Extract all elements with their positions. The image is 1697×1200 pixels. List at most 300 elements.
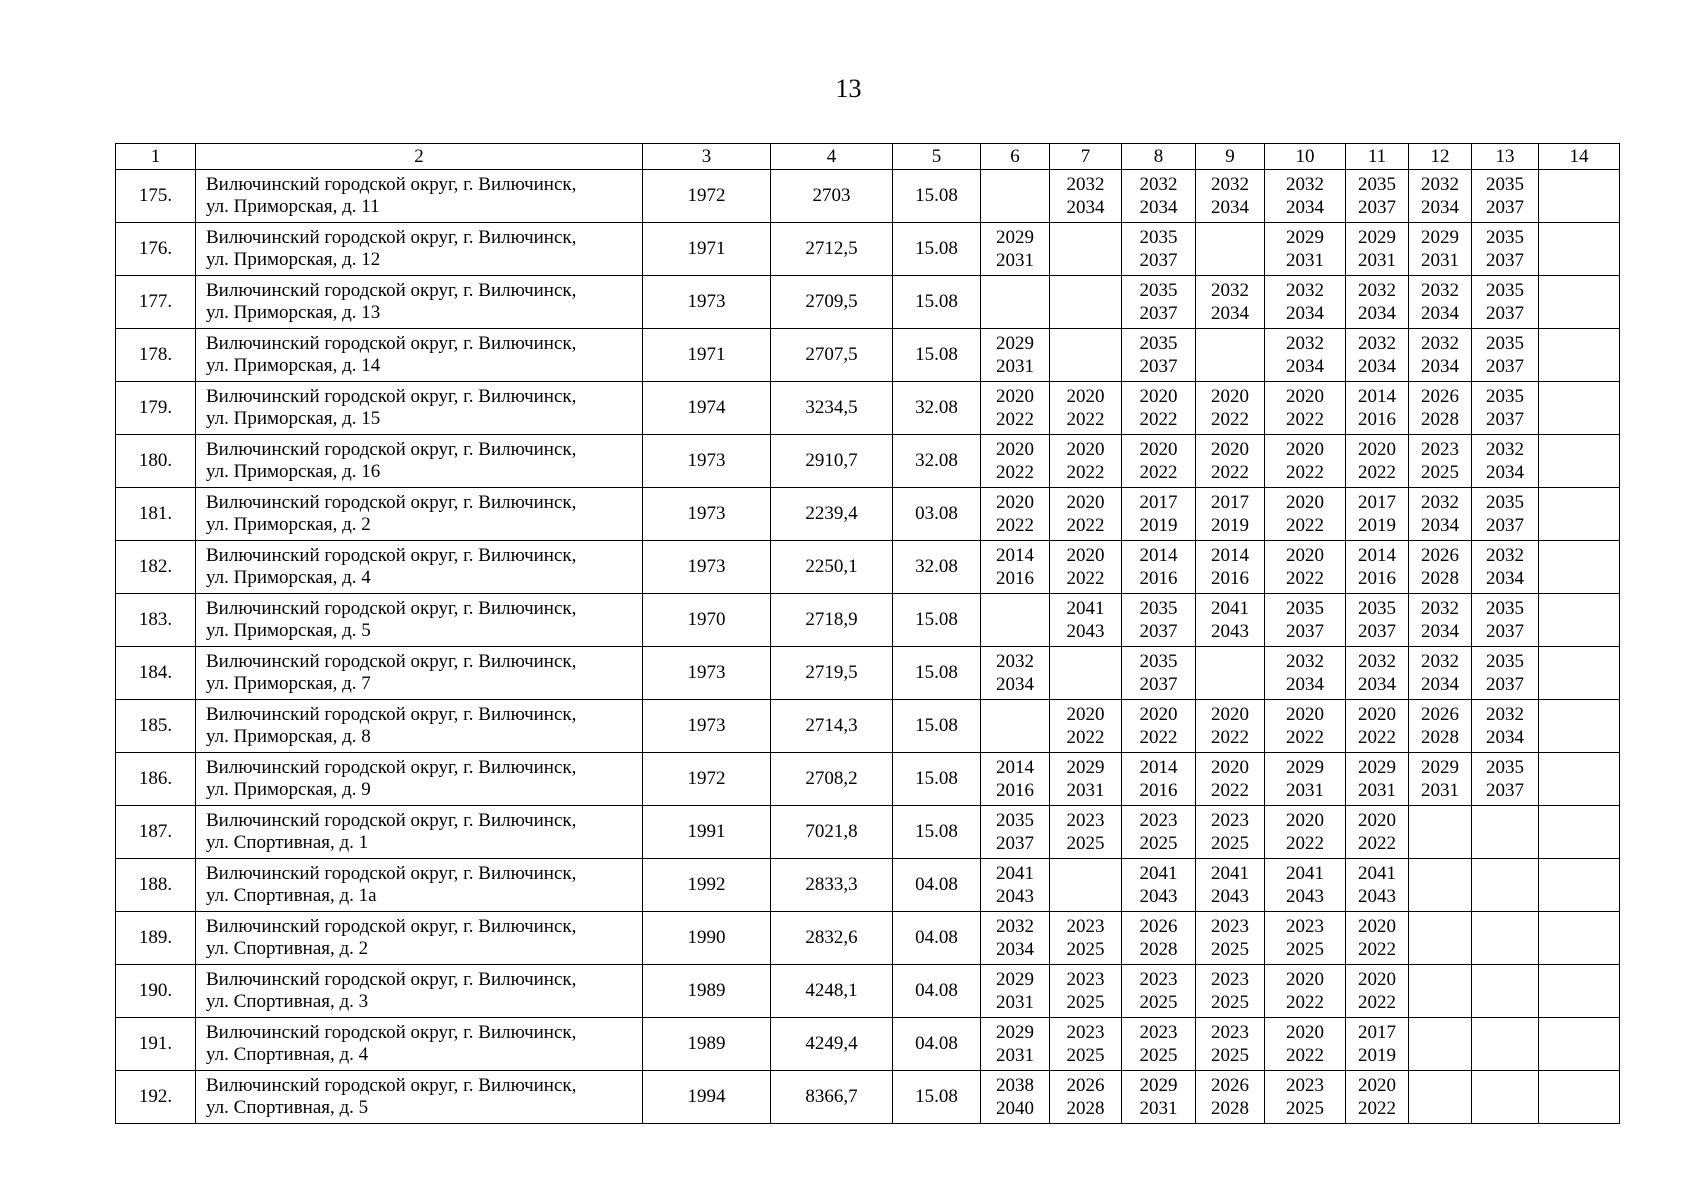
period-cell-13 (1472, 382, 1539, 435)
area-value: 2910,7 (771, 435, 893, 488)
period-start: 2032 (1211, 174, 1249, 195)
period-cell-6 (981, 753, 1050, 806)
page-number: 13 (835, 74, 862, 103)
year-built: 1972 (643, 170, 771, 223)
code-value: 32.08 (893, 435, 981, 488)
period-end: 2016 (1358, 568, 1396, 589)
year-built: 1971 (643, 223, 771, 276)
period-start: 2020 (1286, 545, 1324, 566)
period-cell-9 (1196, 276, 1265, 329)
address-line-1: Вилючинский городской округ, г. Вилючинск, (206, 863, 577, 884)
period-end: 2016 (1211, 568, 1249, 589)
period-end: 2019 (1211, 515, 1249, 536)
row-number: 188. (116, 859, 196, 912)
table-row (116, 753, 1620, 806)
period-end: 2043 (1286, 886, 1324, 907)
period-start: 2029 (1286, 757, 1324, 778)
table-row (116, 806, 1620, 859)
period-start: 2020 (1139, 386, 1178, 407)
period-cell-8 (1122, 859, 1196, 912)
period-start: 2020 (1358, 969, 1396, 990)
period-start: 2035 (1486, 598, 1524, 619)
row-number: 184. (116, 647, 196, 700)
table-row (116, 170, 1620, 223)
row-number: 185. (116, 700, 196, 753)
period-end: 2037 (1358, 197, 1396, 218)
period-cell-11 (1346, 594, 1409, 647)
period-cell-8 (1122, 700, 1196, 753)
code-value: 15.08 (893, 753, 981, 806)
period-start: 2020 (996, 492, 1034, 513)
period-cell-12 (1409, 647, 1472, 700)
period-start: 2029 (1286, 227, 1324, 248)
period-end: 2025 (1066, 992, 1105, 1013)
period-end: 2022 (1286, 1045, 1324, 1066)
period-cell-10 (1265, 382, 1346, 435)
period-end: 2025 (1139, 833, 1178, 854)
period-cell-11 (1346, 965, 1409, 1018)
period-cell-12 (1409, 594, 1472, 647)
period-end: 2022 (1358, 462, 1396, 483)
period-cell-11 (1346, 753, 1409, 806)
period-cell-14 (1539, 1071, 1620, 1124)
period-cell-14 (1539, 223, 1620, 276)
address-line-2: ул. Спортивная, д. 1а (206, 885, 377, 906)
area-value: 2718,9 (771, 594, 893, 647)
period-start: 2032 (1421, 598, 1459, 619)
year-built: 1994 (643, 1071, 771, 1124)
period-end: 2037 (1358, 621, 1396, 642)
row-number: 176. (116, 223, 196, 276)
period-cell-14 (1539, 965, 1620, 1018)
period-cell-13 (1472, 965, 1539, 1018)
period-cell-9 (1196, 594, 1265, 647)
period-start: 2023 (1066, 916, 1105, 937)
period-cell-8 (1122, 223, 1196, 276)
period-cell-10 (1265, 223, 1346, 276)
address-line-1: Вилючинский городской округ, г. Вилючинск, (206, 492, 577, 513)
address-line-1: Вилючинский городской округ, г. Вилючинск, (206, 174, 577, 195)
address-line-1: Вилючинский городской округ, г. Вилючинск, (206, 757, 577, 778)
period-end: 2043 (1211, 621, 1249, 642)
year-built: 1989 (643, 1018, 771, 1071)
period-start: 2041 (1139, 863, 1178, 884)
period-end: 2043 (1211, 886, 1249, 907)
period-start: 2035 (1486, 174, 1524, 195)
period-cell-7 (1050, 594, 1122, 647)
row-number: 189. (116, 912, 196, 965)
row-number: 191. (116, 1018, 196, 1071)
period-end: 2037 (1486, 197, 1524, 218)
period-cell-8 (1122, 1018, 1196, 1071)
period-cell-12 (1409, 806, 1472, 859)
period-start: 2035 (1139, 227, 1178, 248)
period-end: 2034 (1421, 621, 1459, 642)
period-cell-6 (981, 912, 1050, 965)
period-cell-13 (1472, 700, 1539, 753)
period-cell-7 (1050, 1018, 1122, 1071)
area-value: 2707,5 (771, 329, 893, 382)
year-built: 1989 (643, 965, 771, 1018)
period-cell-9 (1196, 170, 1265, 223)
period-cell-7 (1050, 912, 1122, 965)
period-start: 2023 (1139, 1022, 1178, 1043)
period-start: 2032 (996, 916, 1034, 937)
period-start: 2020 (996, 439, 1034, 460)
address-cell (196, 594, 643, 647)
period-cell-10 (1265, 594, 1346, 647)
year-built: 1973 (643, 700, 771, 753)
period-start: 2014 (1139, 545, 1178, 566)
address-line-2: ул. Приморская, д. 2 (206, 514, 371, 535)
period-end: 2022 (996, 515, 1034, 536)
area-value: 2719,5 (771, 647, 893, 700)
period-end: 2034 (1421, 303, 1459, 324)
period-end: 2025 (1139, 1045, 1178, 1066)
period-end: 2034 (1286, 197, 1324, 218)
period-cell-9 (1196, 1018, 1265, 1071)
period-start: 2029 (996, 227, 1034, 248)
period-cell-9 (1196, 435, 1265, 488)
period-start: 2041 (1286, 863, 1324, 884)
period-start: 2041 (1211, 598, 1249, 619)
period-start: 2014 (996, 757, 1034, 778)
period-end: 2031 (1421, 780, 1459, 801)
period-cell-8 (1122, 594, 1196, 647)
period-cell-11 (1346, 170, 1409, 223)
period-cell-10 (1265, 541, 1346, 594)
column-header-14: 14 (1539, 144, 1620, 170)
period-end: 2031 (996, 992, 1034, 1013)
address-line-2: ул. Спортивная, д. 2 (206, 938, 369, 959)
period-cell-7 (1050, 223, 1122, 276)
address-line-2: ул. Спортивная, д. 4 (206, 1044, 369, 1065)
period-cell-12 (1409, 435, 1472, 488)
period-start: 2026 (1421, 545, 1459, 566)
period-cell-13 (1472, 647, 1539, 700)
address-line-2: ул. Приморская, д. 9 (206, 779, 371, 800)
period-start: 2032 (1286, 174, 1324, 195)
period-end: 2034 (1421, 197, 1459, 218)
address-cell (196, 806, 643, 859)
area-value: 2714,3 (771, 700, 893, 753)
area-value: 2832,6 (771, 912, 893, 965)
period-start: 2032 (1421, 174, 1459, 195)
address-line-1: Вилючинский городской округ, г. Вилючинск, (206, 227, 577, 248)
period-cell-8 (1122, 647, 1196, 700)
address-cell (196, 329, 643, 382)
period-end: 2016 (1358, 409, 1396, 430)
address-cell (196, 965, 643, 1018)
table-row (116, 647, 1620, 700)
address-cell (196, 1071, 643, 1124)
period-end: 2034 (996, 939, 1034, 960)
period-start: 2014 (1358, 545, 1396, 566)
period-end: 2034 (1286, 303, 1324, 324)
code-value: 32.08 (893, 541, 981, 594)
period-cell-10 (1265, 170, 1346, 223)
period-start: 2032 (1286, 651, 1324, 672)
period-start: 2023 (1211, 1022, 1249, 1043)
period-cell-13 (1472, 859, 1539, 912)
period-end: 2037 (1286, 621, 1324, 642)
table-row (116, 912, 1620, 965)
period-cell-10 (1265, 753, 1346, 806)
period-cell-9 (1196, 753, 1265, 806)
period-cell-14 (1539, 806, 1620, 859)
address-line-1: Вилючинский городской округ, г. Вилючинск, (206, 704, 577, 725)
period-cell-13 (1472, 806, 1539, 859)
period-cell-9 (1196, 647, 1265, 700)
period-end: 2022 (1066, 409, 1105, 430)
period-start: 2020 (1066, 545, 1105, 566)
period-cell-7 (1050, 806, 1122, 859)
period-cell-7 (1050, 700, 1122, 753)
period-cell-13 (1472, 276, 1539, 329)
period-end: 2016 (1139, 780, 1178, 801)
period-end: 2019 (1358, 515, 1396, 536)
period-cell-9 (1196, 541, 1265, 594)
period-start: 2035 (1486, 757, 1524, 778)
period-cell-9 (1196, 912, 1265, 965)
period-cell-10 (1265, 1071, 1346, 1124)
period-start: 2020 (1139, 704, 1178, 725)
period-cell-6 (981, 435, 1050, 488)
address-line-2: ул. Приморская, д. 15 (206, 408, 381, 429)
period-start: 2023 (1421, 439, 1459, 460)
period-start: 2020 (1358, 916, 1396, 937)
period-end: 2034 (1358, 303, 1396, 324)
address-line-2: ул. Приморская, д. 12 (206, 249, 381, 270)
code-value: 15.08 (893, 647, 981, 700)
period-start: 2035 (1139, 280, 1178, 301)
period-end: 2019 (1139, 515, 1178, 536)
period-end: 2037 (1139, 356, 1178, 377)
period-end: 2022 (1358, 939, 1396, 960)
period-start: 2020 (1066, 492, 1105, 513)
period-start: 2020 (1211, 757, 1249, 778)
table-row (116, 223, 1620, 276)
period-end: 2016 (996, 780, 1034, 801)
period-start: 2035 (1486, 280, 1524, 301)
code-value: 04.08 (893, 859, 981, 912)
period-cell-8 (1122, 488, 1196, 541)
period-start: 2032 (1486, 545, 1524, 566)
period-cell-12 (1409, 912, 1472, 965)
period-start: 2035 (1286, 598, 1324, 619)
column-header-1: 1 (116, 144, 196, 170)
period-end: 2022 (1066, 568, 1105, 589)
period-end: 2037 (1139, 621, 1178, 642)
row-number: 178. (116, 329, 196, 382)
period-start: 2032 (996, 651, 1034, 672)
period-end: 2037 (1486, 674, 1524, 695)
address-line-1: Вилючинский городской округ, г. Вилючинск, (206, 545, 577, 566)
period-cell-13 (1472, 1018, 1539, 1071)
code-value: 15.08 (893, 1071, 981, 1124)
period-end: 2034 (1211, 197, 1249, 218)
period-start: 2020 (1211, 704, 1249, 725)
period-start: 2020 (1286, 704, 1324, 725)
period-end: 2022 (1211, 727, 1249, 748)
column-header-12: 12 (1409, 144, 1472, 170)
period-cell-10 (1265, 965, 1346, 1018)
period-start: 2035 (1486, 651, 1524, 672)
area-value: 2703 (771, 170, 893, 223)
period-cell-8 (1122, 806, 1196, 859)
period-start: 2023 (1066, 810, 1105, 831)
area-value: 2239,4 (771, 488, 893, 541)
period-start: 2020 (1286, 969, 1324, 990)
period-end: 2025 (1421, 462, 1459, 483)
period-start: 2032 (1421, 651, 1459, 672)
address-line-2: ул. Приморская, д. 4 (206, 567, 371, 588)
period-end: 2037 (1139, 250, 1178, 271)
period-cell-10 (1265, 859, 1346, 912)
address-line-2: ул. Приморская, д. 16 (206, 461, 381, 482)
period-start: 2023 (1286, 916, 1324, 937)
column-header-5: 5 (893, 144, 981, 170)
period-start: 2026 (1421, 704, 1459, 725)
period-cell-7 (1050, 859, 1122, 912)
period-cell-7 (1050, 488, 1122, 541)
period-end: 2043 (1358, 886, 1396, 907)
period-end: 2034 (1358, 356, 1396, 377)
period-cell-13 (1472, 912, 1539, 965)
period-cell-7 (1050, 276, 1122, 329)
year-built: 1973 (643, 435, 771, 488)
period-cell-11 (1346, 435, 1409, 488)
period-end: 2034 (1421, 674, 1459, 695)
area-value: 2709,5 (771, 276, 893, 329)
row-number: 187. (116, 806, 196, 859)
period-cell-9 (1196, 1071, 1265, 1124)
period-end: 2022 (1066, 515, 1105, 536)
period-end: 2034 (996, 674, 1034, 695)
period-start: 2023 (1286, 1075, 1324, 1096)
period-end: 2025 (1066, 1045, 1105, 1066)
period-end: 2022 (1211, 409, 1249, 430)
code-value: 04.08 (893, 912, 981, 965)
address-line-2: ул. Приморская, д. 7 (206, 673, 371, 694)
period-cell-6 (981, 382, 1050, 435)
register-table (115, 143, 1620, 1124)
code-value: 15.08 (893, 329, 981, 382)
period-cell-6 (981, 806, 1050, 859)
period-start: 2029 (996, 1022, 1034, 1043)
period-cell-6 (981, 965, 1050, 1018)
address-cell (196, 1018, 643, 1071)
period-cell-6 (981, 1071, 1050, 1124)
period-cell-9 (1196, 488, 1265, 541)
address-cell (196, 541, 643, 594)
period-cell-12 (1409, 859, 1472, 912)
period-cell-13 (1472, 488, 1539, 541)
period-start: 2029 (1066, 757, 1105, 778)
period-cell-14 (1539, 329, 1620, 382)
code-value: 03.08 (893, 488, 981, 541)
period-cell-11 (1346, 647, 1409, 700)
table-row (116, 488, 1620, 541)
year-built: 1972 (643, 753, 771, 806)
period-cell-9 (1196, 329, 1265, 382)
period-end: 2022 (1358, 727, 1396, 748)
period-start: 2023 (1211, 916, 1249, 937)
period-cell-7 (1050, 382, 1122, 435)
address-cell (196, 700, 643, 753)
period-cell-7 (1050, 753, 1122, 806)
period-start: 2041 (996, 863, 1034, 884)
period-cell-11 (1346, 700, 1409, 753)
period-cell-9 (1196, 859, 1265, 912)
table-row (116, 1018, 1620, 1071)
period-end: 2034 (1211, 303, 1249, 324)
period-start: 2029 (996, 969, 1034, 990)
period-end: 2022 (1286, 833, 1324, 854)
period-start: 2032 (1358, 651, 1396, 672)
period-start: 2035 (1486, 492, 1524, 513)
period-cell-14 (1539, 912, 1620, 965)
period-end: 2043 (1139, 886, 1178, 907)
period-start: 2017 (1358, 1022, 1396, 1043)
period-cell-12 (1409, 382, 1472, 435)
row-number: 180. (116, 435, 196, 488)
row-number: 181. (116, 488, 196, 541)
area-value: 7021,8 (771, 806, 893, 859)
period-end: 2031 (1358, 780, 1396, 801)
period-end: 2025 (1286, 939, 1324, 960)
period-cell-7 (1050, 1071, 1122, 1124)
period-start: 2017 (1139, 492, 1178, 513)
period-cell-12 (1409, 965, 1472, 1018)
address-line-2: ул. Приморская, д. 13 (206, 302, 381, 323)
year-built: 1992 (643, 859, 771, 912)
period-cell-10 (1265, 700, 1346, 753)
address-cell (196, 647, 643, 700)
period-end: 2025 (1139, 992, 1178, 1013)
table-row (116, 382, 1620, 435)
period-cell-8 (1122, 912, 1196, 965)
period-start: 2029 (1358, 757, 1396, 778)
period-start: 2041 (1358, 863, 1396, 884)
period-start: 2020 (1286, 810, 1324, 831)
period-start: 2026 (1139, 916, 1178, 937)
period-cell-6 (981, 541, 1050, 594)
period-start: 2035 (996, 810, 1034, 831)
table-body (116, 170, 1620, 1124)
period-cell-12 (1409, 223, 1472, 276)
year-built: 1991 (643, 806, 771, 859)
period-end: 2031 (1139, 1098, 1178, 1119)
period-cell-14 (1539, 541, 1620, 594)
row-number: 177. (116, 276, 196, 329)
period-start: 2038 (996, 1075, 1034, 1096)
address-line-2: ул. Приморская, д. 5 (206, 620, 371, 641)
period-cell-6 (981, 329, 1050, 382)
address-cell (196, 435, 643, 488)
address-line-2: ул. Спортивная, д. 1 (206, 832, 369, 853)
period-cell-11 (1346, 488, 1409, 541)
period-start: 2032 (1286, 280, 1324, 301)
period-start: 2035 (1486, 333, 1524, 354)
period-start: 2035 (1139, 651, 1178, 672)
period-cell-14 (1539, 382, 1620, 435)
period-end: 2034 (1139, 197, 1178, 218)
address-cell (196, 276, 643, 329)
period-start: 2023 (1139, 810, 1178, 831)
period-end: 2028 (1066, 1098, 1105, 1119)
period-start: 2032 (1421, 492, 1459, 513)
